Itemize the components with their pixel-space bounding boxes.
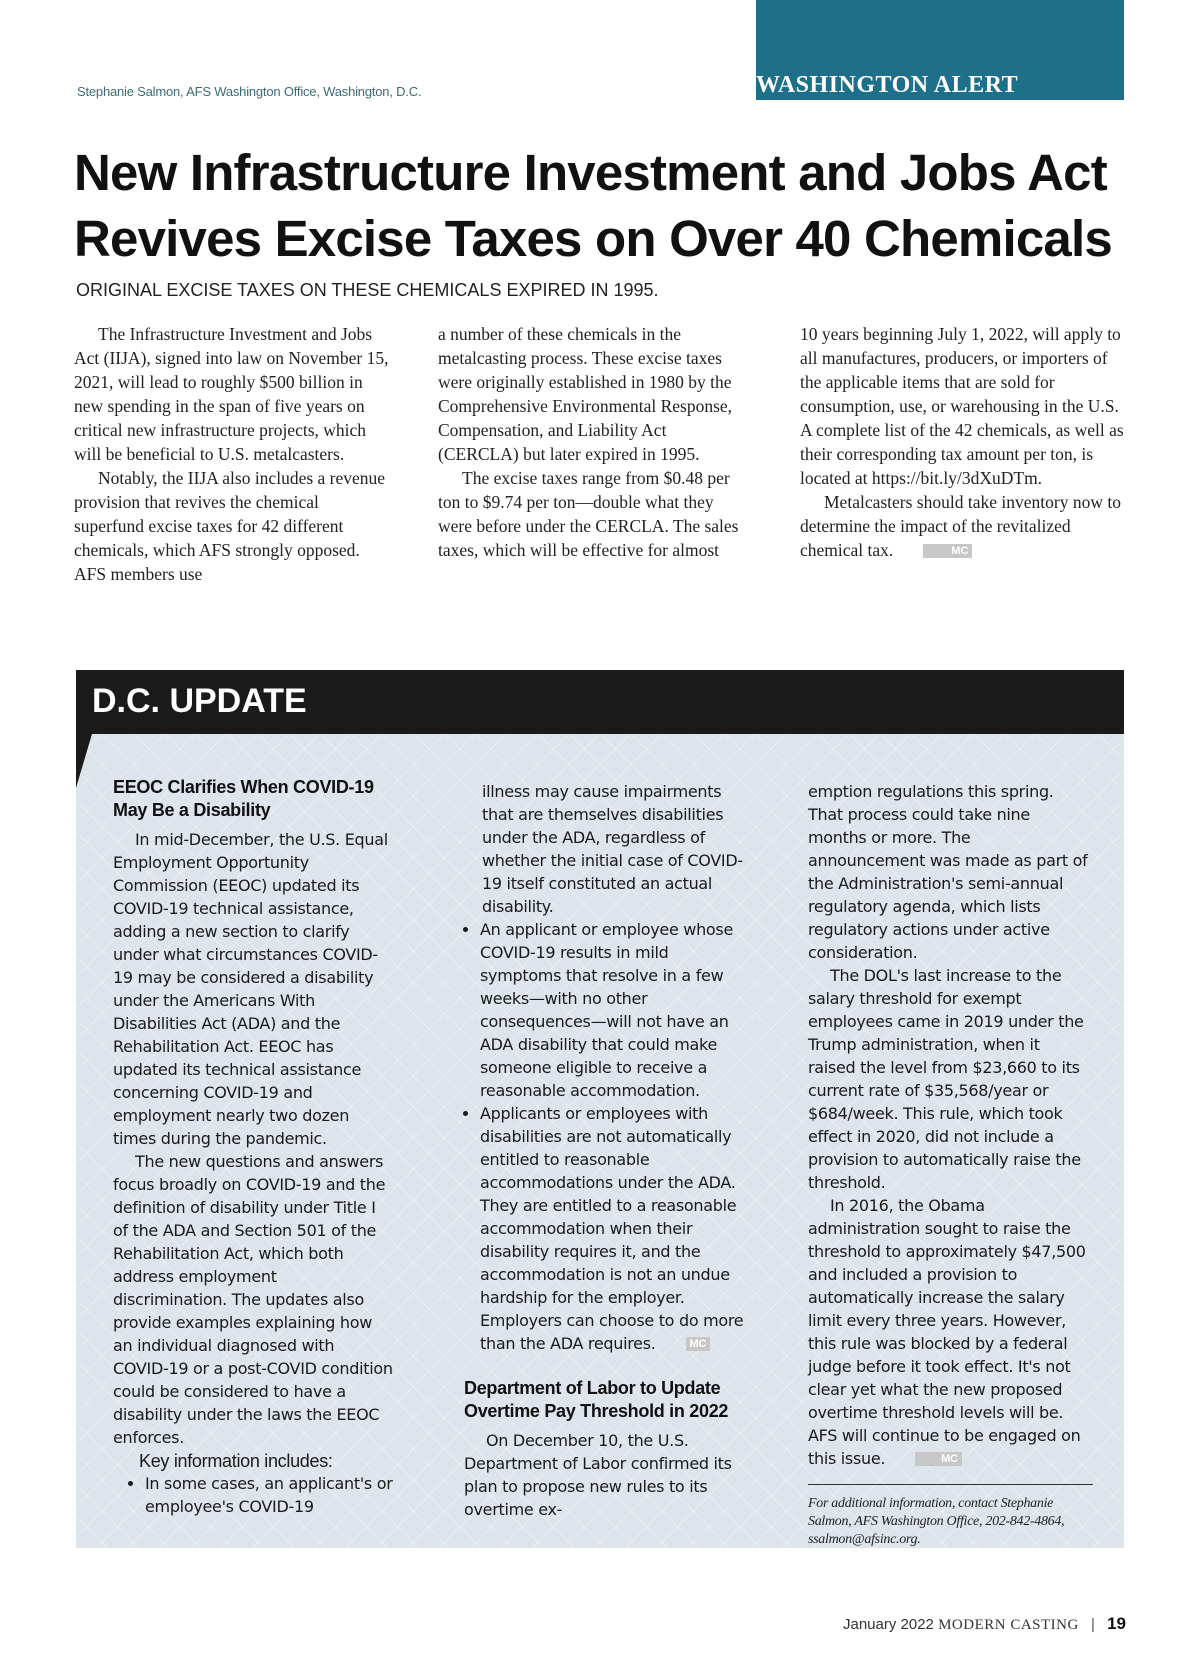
article-paragraph [800,490,1126,562]
contact-info: For additional information, contact Stephanie Salmon, AFS Washington Office, 202-842-4864, ssalmon@afsinc.org. [808,1496,1065,1547]
magazine-name: MODERN CASTING [938,1617,1079,1633]
page-footer [843,1614,1126,1634]
dc-column-1 [113,776,393,1518]
eeoc-paragraph: In mid-December, the U.S. Equal Employment Opportunity Commission (EEOC) updated its COVID-19 technical assistance, adding a new section to clarify under what circumstances COVID-19 may be considered a disability under the Americans With Disabilities Act (ADA) and the Rehabilitation Act. EEOC has updated its technical assistance concerning COVID-19 and employment nearly two dozen times during the pandemic. [113,830,388,1148]
end-mark: MC [686,1337,711,1351]
byline: Stephanie Salmon, AFS Washington Office, Washington, D.C. [77,84,422,99]
article-paragraph: The excise taxes range from $0.48 per ton to $9.74 per ton—double what they were before under the CERCLA. The sales taxes, which will be effective for almost [438,468,739,560]
eeoc-bullet-list [464,918,744,1355]
dc-column-2 [464,780,744,1521]
article-paragraph: Notably, the IIJA also includes a revenue provision that revives the chemical superfund excise taxes for 42 different chemicals, which AFS strongly opposed. AFS members use [74,468,386,584]
article-column-2 [438,322,750,562]
end-mark: MC [915,1452,962,1466]
dc-column-3 [808,780,1088,1549]
dc-update-title: D.C. UPDATE [92,682,307,720]
dol-paragraph: On December 10, the U.S. Department of Labor confirmed its plan to propose new rules to its overtime ex- [464,1431,732,1519]
article-paragraph: The Infrastructure Investment and Jobs Act (IIJA), signed into law on November 15, 2021, will lead to roughly $500 billion in new spending in the span of five years on critical new infrastructure projects, which will be beneficial to U.S. metalcasters. [74,324,389,464]
article-paragraph-text: Metalcasters should take inventory now to determine the impact of the revitalized chemical tax. [800,492,1121,560]
eeoc-paragraph: The new questions and answers focus broadly on COVID-19 and the definition of disability under Title I of the ADA and Section 501 of the Rehabilitation Act, which both address employment discrimination. The updates also provide examples explaining how an individual diagnosed with COVID-19 or a post-COVID condition could be considered to have a disability under the laws the EEOC enforces. [113,1152,393,1447]
article-subtitle: ORIGINAL EXCISE TAXES ON THESE CHEMICALS EXPIRED IN 1995. [76,280,659,300]
article-title-line2: Revives Excise Taxes on Over 40 Chemicals [74,210,1112,267]
page-number: 19 [1107,1614,1126,1633]
eeoc-bullet-continued: illness may cause impairments that are themselves disabilities under the ADA, regardless of whether the initial case of COVID-19 itself constituted an actual disability. [482,782,743,916]
issue-date: January 2022 [842,1616,934,1633]
dol-paragraph: The DOL's last increase to the salary threshold for exempt employees came in 2019 under the Trump administration, when it raised the level from $23,660 to its current rate of $35,568/year or $684/week. This rule, which took effect in 2020, did not include a provision to automatically raise the threshold. [808,966,1084,1192]
end-mark: MC [923,544,972,558]
article-column-3 [800,322,1126,562]
footer-separator: | [1091,1616,1095,1633]
eeoc-bullet: • An applicant or employee whose COVID-19 results in mild symptoms that resolve in a few weeks—with no other consequences—will not have an ADA disability that could make someone eligible to receive a reasonable accommodation. [480,918,744,1102]
article-paragraph: 10 years beginning July 1, 2022, will apply to all manufactures, producers, or importers of the applicable items that are sold for consumption, use, or warehousing in the U.S. A complete list of the 42 chemicals, as well as their corresponding tax amount per ton, is located at https://bit.ly/3dXuDTm. [800,324,1124,488]
eeoc-bullet-text: Applicants or employees with disabilities are not automatically entitled to reasonable accommodations under the ADA. They are entitled to a reasonable accommodation when their disability requires it, and the accommodation is not an undue hardship for the employer. Employers can choose to do more than the ADA requires. [480,1104,744,1353]
dol-paragraph-text: In 2016, the Obama administration sought to raise the threshold to approximately $47,500 and included a provision to automatically increase the salary limit every three years. However, this rule was blocked by a federal judge before it took effect. It's not clear yet what the new proposed overtime threshold levels will be. AFS will continue to be engaged on this issue. [808,1196,1086,1468]
article-title [74,140,1134,272]
dc-update-header-slant [76,734,92,788]
eeoc-bullet-list [113,1472,393,1518]
article-column-1 [74,322,392,586]
contact-divider [808,1484,1093,1485]
eeoc-bullet [480,1102,744,1355]
dol-paragraph: emption regulations this spring. That process could take nine months or more. The announcement was made as part of the Administration's semi-annual regulatory agenda, which lists regulatory actions under active consideration. [808,782,1088,962]
key-info-label: Key information includes: [139,1451,333,1471]
eeoc-bullet: • In some cases, an applicant's or employee's COVID-19 [145,1472,393,1518]
section-label: WASHINGTON ALERT [756,72,1019,98]
article-title-line1: New Infrastructure Investment and Jobs Act [74,144,1107,201]
article-paragraph: a number of these chemicals in the metalcasting process. These excise taxes were originally established in 1980 by the Comprehensive Environmental Response, Compensation, and Liability Act (CERCLA) but later expired in 1995. [438,324,733,464]
dol-paragraph [808,1194,1088,1470]
dol-heading: Department of Labor to Update Overtime Pay Threshold in 2022 [464,1378,729,1421]
eeoc-heading: EEOC Clarifies When COVID-19 May Be a Disability [113,777,374,820]
